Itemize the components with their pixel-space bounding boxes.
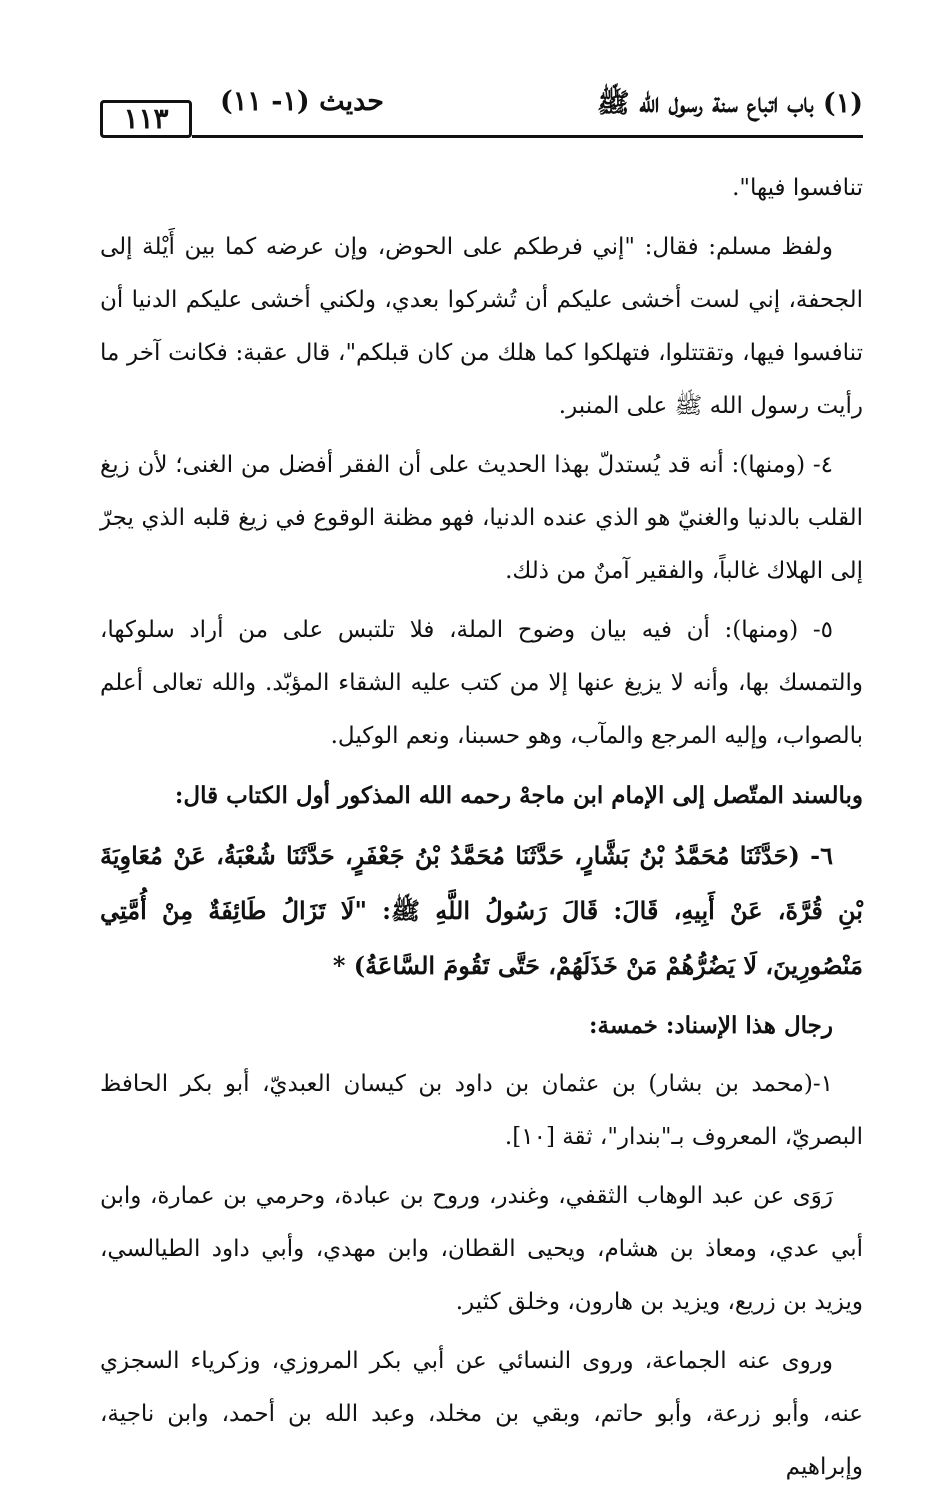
paragraph: ٤- (ومنها): أنه قد يُستدلّ بهذا الحديث على أن الفقر أفضل من الغنى؛ لأن زيغ القلب بالدنيا والغنيّ هو الذي عنده الدنيا، فهو مظنة الوقوع في زيغ قلبه الذي يجرّ إلى الهلاك غالباً، والفقير آمنٌ من ذلك. xyxy=(100,452,863,584)
paragraph: ولفظ مسلم: فقال: "إني فرطكم على الحوض، وإن عرضه كما بين أَيْلة إلى الجحفة، إني لست أخشى عليكم أن تُشركوا بعدي، ولكني أخشى عليكم الدنيا أن تنافسوا فيها، وتقتتلوا، فتهلكوا كما هلك من كان قبلكم"، قال عقبة: فكانت آخر ما رأيت رسول الله ﷺ على المنبر. xyxy=(100,234,863,419)
paragraph: تنافسوا فيها". xyxy=(732,175,863,201)
section-heading: رجال هذا الإسناد: خمسة: xyxy=(589,1012,833,1039)
hadith-range: حديث (١- ١١) xyxy=(220,86,384,117)
chapter-title: (١) باب اتباع سنة رسول الله ﷺ xyxy=(597,88,863,119)
page-header xyxy=(100,80,863,140)
hadith-text: ٦- (حَدَّثَنَا مُحَمَّدُ بْنُ بَشَّارٍ، حَدَّثَنَا مُحَمَّدُ بْنُ جَعْفَرٍ، حَدَّثَنَا شُعْبَةُ، عَنْ مُعَاوِيَةَ بْنِ قُرَّةَ، عَنْ أَبِيهِ، قَالَ: قَالَ رَسُولُ اللَّهِ ﷺ: "لَا تَزَالُ طَائِفَةٌ مِنْ أُمَّتِي مَنْصُورِينَ، لَا يَضُرُّهُمْ مَنْ خَذَلَهُمْ، حَتَّى تَقُومَ السَّاعَةُ) * xyxy=(100,841,863,980)
paragraph: رَوَى عن عبد الوهاب الثقفي، وغندر، وروح بن عبادة، وحرمي بن عمارة، وابن أبي عدي، ومعاذ بن هشام، ويحيى القطان، وابن مهدي، وأبي داود الطيالسي، ويزيد بن زريع، ويزيد بن هارون، وخلق كثير. xyxy=(100,1183,863,1315)
header-rule xyxy=(192,135,863,138)
isnad-intro: وبالسند المتّصل إلى الإمام ابن ماجهْ رحمه الله المذكور أول الكتاب قال: xyxy=(174,782,863,809)
page-number-box: ١١٣ xyxy=(100,100,192,138)
paragraph: ٥- (ومنها): أن فيه بيان وضوح الملة، فلا تلتبس على من أراد سلوكها، والتمسك بها، وأنه لا يزيغ عنها إلا من كتب عليه الشقاء المؤبّد. والله تعالى أعلم بالصواب، وإليه المرجع والمآب، وهو حسبنا، ونعم الوكيل. xyxy=(100,617,863,749)
page-body xyxy=(100,162,863,1500)
paragraph: ١-(محمد بن بشار) بن عثمان بن داود بن كيسان العبديّ، أبو بكر الحافظ البصريّ، المعروف بـ"بندار"، ثقة [١٠]. xyxy=(100,1071,863,1150)
paragraph: وروى عنه الجماعة، وروى النسائي عن أبي بكر المروزي، وزكرياء السجزي عنه، وأبو زرعة، وأبو حاتم، وبقي بن مخلد، وعبد الله بن أحمد، وابن ناجية، وإبراهيم xyxy=(100,1348,863,1480)
